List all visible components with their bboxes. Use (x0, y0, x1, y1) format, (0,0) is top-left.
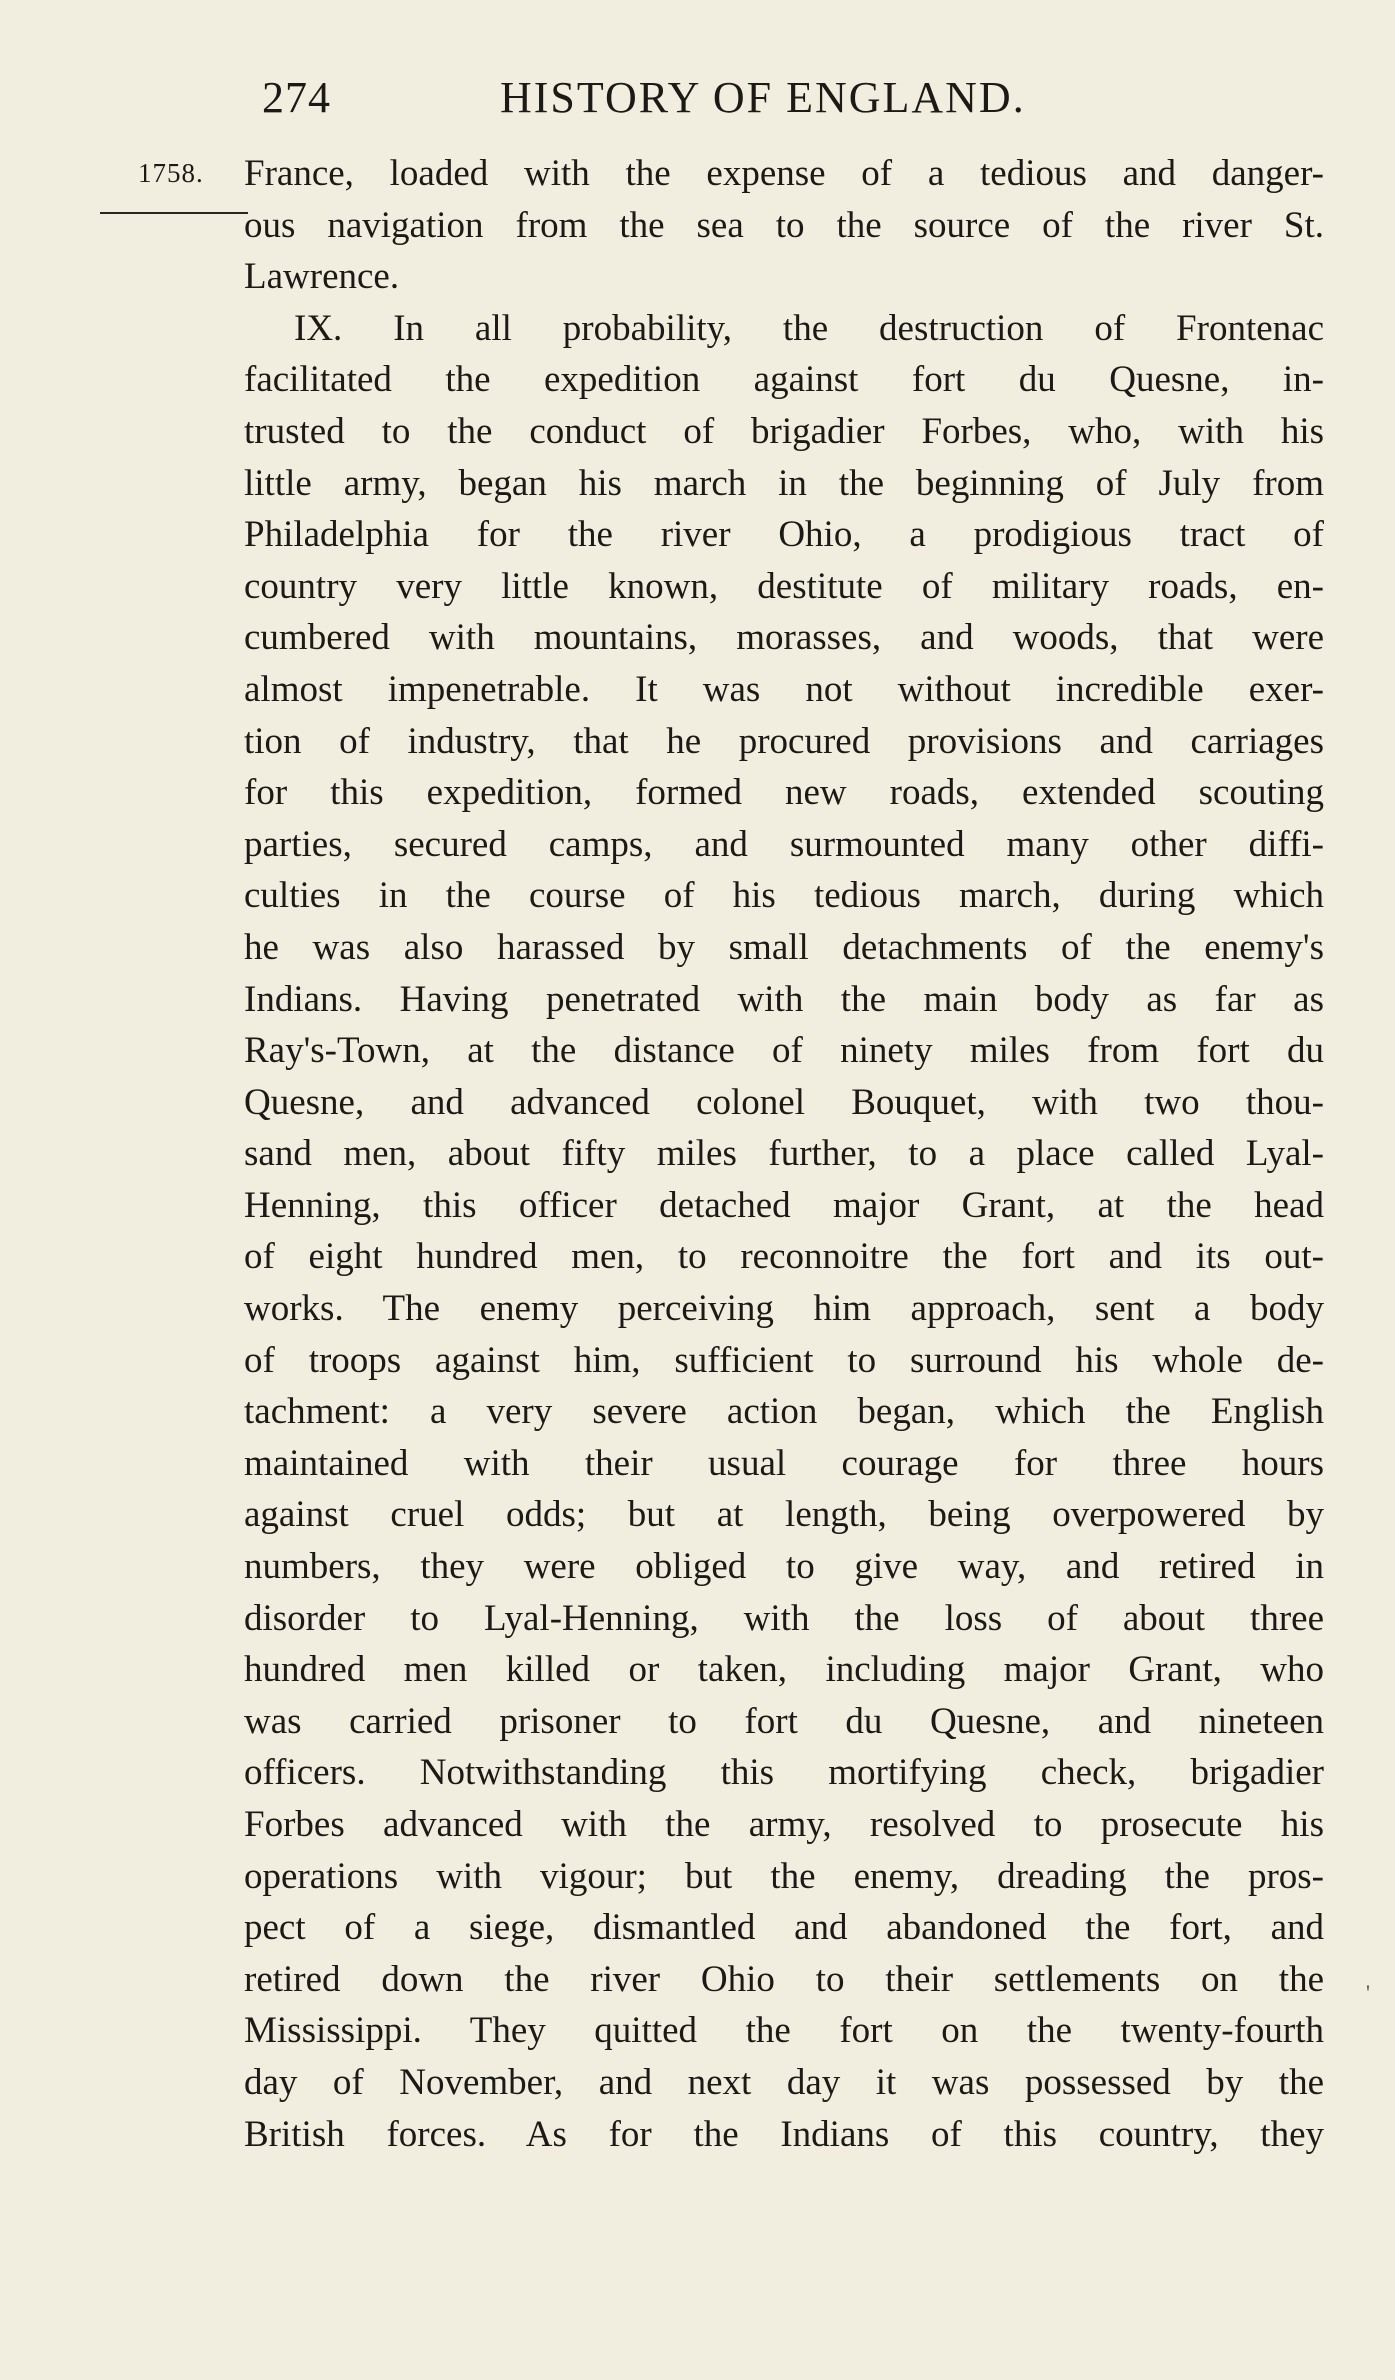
text-line: of troops against him, sufficient to surround his whole de- (244, 1339, 1324, 1381)
margin-year-note: 1758. (138, 158, 204, 188)
running-head: HISTORY OF ENGLAND. (500, 73, 1026, 122)
text-line: sand men, about fifty miles further, to a place called Lyal- (244, 1133, 1324, 1175)
text-line: ous navigation from the sea to the source of the river St. (244, 204, 1324, 246)
text-line: numbers, they were obliged to give way, and retired in (244, 1546, 1324, 1588)
text-line: Quesne, and advanced colonel Bouquet, with two thou- (244, 1081, 1324, 1123)
page-number: 274 (262, 73, 331, 122)
text-line: day of November, and next day it was possessed by the (244, 2061, 1324, 2103)
margin-mark: ' (1366, 1980, 1370, 2005)
text-line: parties, secured camps, and surmounted many other diffi- (244, 823, 1324, 865)
text-line: officers. Notwithstanding this mortifying check, brigadier (244, 1752, 1324, 1794)
text-line: trusted to the conduct of brigadier Forbes, who, with his (244, 410, 1324, 452)
text-line: Indians. Having penetrated with the main body as far as (244, 978, 1324, 1020)
text-line: tachment: a very severe action began, which the English (244, 1391, 1324, 1433)
margin-rule (100, 212, 248, 214)
text-line: hundred men killed or taken, including major Grant, who (244, 1649, 1324, 1691)
text-line: was carried prisoner to fort du Quesne, and nineteen (244, 1700, 1324, 1742)
text-line: cumbered with mountains, morasses, and woods, that were (244, 617, 1324, 659)
page-header (0, 72, 1395, 132)
section-start-line: IX. In all probability, the destruction of Frontenac (294, 307, 1324, 349)
text-line: he was also harassed by small detachments of the enemy's (244, 926, 1324, 968)
body-text (244, 148, 1324, 2160)
text-line: Lawrence. (244, 256, 400, 298)
text-line: Henning, this officer detached major Grant, at the head (244, 1184, 1324, 1226)
text-line: Ray's-Town, at the distance of ninety miles from fort du (244, 1030, 1324, 1072)
text-line: of eight hundred men, to reconnoitre the fort and its out- (244, 1236, 1324, 1278)
text-line: country very little known, destitute of military roads, en- (244, 565, 1324, 607)
text-line: retired down the river Ohio to their settlements on the (244, 1958, 1324, 2000)
text-line: for this expedition, formed new roads, extended scouting (244, 772, 1324, 814)
text-line: British forces. As for the Indians of this country, they (244, 2113, 1324, 2155)
text-line: Mississippi. They quitted the fort on the twenty-fourth (244, 2010, 1324, 2052)
text-line: facilitated the expedition against fort du Quesne, in- (244, 359, 1324, 401)
text-line: works. The enemy perceiving him approach, sent a body (244, 1288, 1324, 1330)
text-line: Philadelphia for the river Ohio, a prodigious tract of (244, 514, 1324, 556)
text-line: almost impenetrable. It was not without incredible exer- (244, 668, 1324, 710)
text-line: maintained with their usual courage for three hours (244, 1442, 1324, 1484)
text-line: operations with vigour; but the enemy, dreading the pros- (244, 1855, 1324, 1897)
text-line: culties in the course of his tedious march, during which (244, 875, 1324, 917)
text-line: against cruel odds; but at length, being overpowered by (244, 1494, 1324, 1536)
text-line: pect of a siege, dismantled and abandoned the fort, and (244, 1907, 1324, 1949)
text-line: disorder to Lyal-Henning, with the loss of about three (244, 1597, 1324, 1639)
text-line: little army, began his march in the beginning of July from (244, 462, 1324, 504)
text-line: tion of industry, that he procured provisions and carriages (244, 720, 1324, 762)
text-line: Forbes advanced with the army, resolved to prosecute his (244, 1804, 1324, 1845)
text-line: France, loaded with the expense of a tedious and danger- (244, 153, 1324, 194)
